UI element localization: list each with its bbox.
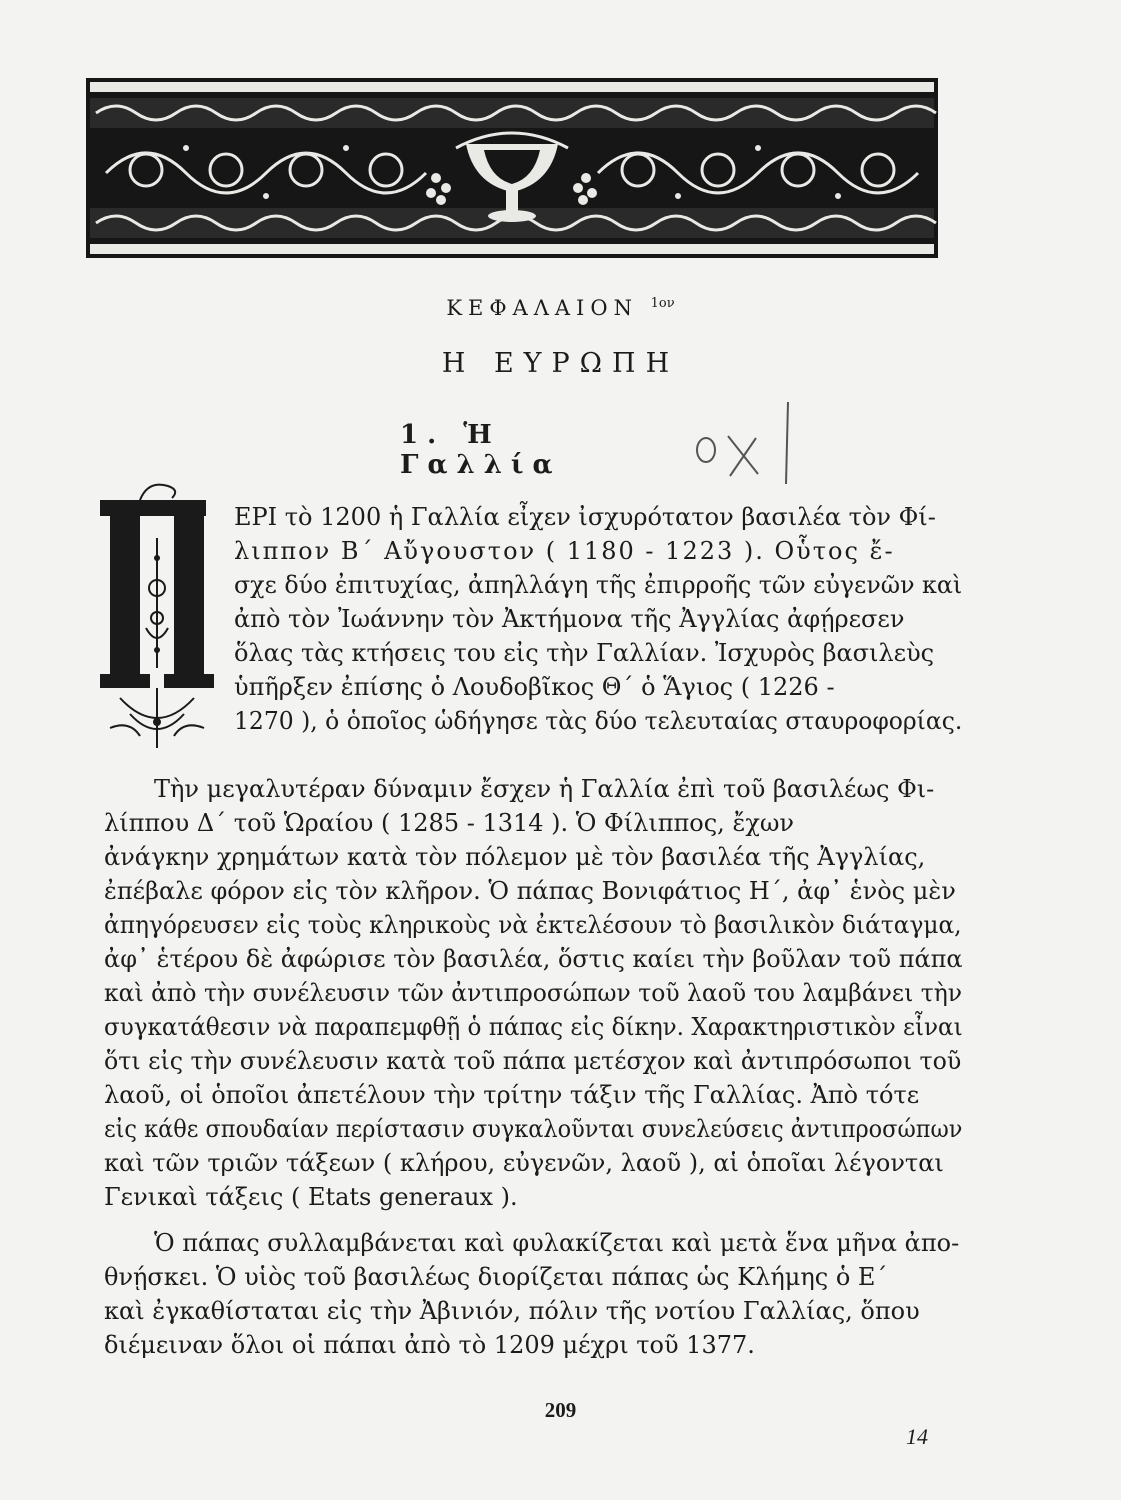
signature-mark: 14 bbox=[906, 1424, 928, 1449]
chapter-number: 1ον bbox=[650, 296, 675, 311]
handwritten-note bbox=[688, 396, 808, 486]
page-number: 209 bbox=[544, 1398, 577, 1422]
text-line: διέμειναν ὅλοι οἱ πάπαι ἀπὸ τὸ 1209 μέχρι τοῦ 1377. bbox=[104, 1331, 755, 1359]
text-line: λιππον Β΄ Αὔγουστον ( 1180 - 1223 ). Οὗτος ἔ- bbox=[234, 537, 895, 565]
text-line: ἐπέβαλε φόρον εἰς τὸν κλῆρον. Ὁ πάπας Βονιφάτιος Η΄, ἀφ᾿ ἑνὸς μὲν bbox=[104, 877, 956, 905]
section-heading: 1. Ἡ Γαλλία bbox=[400, 420, 562, 480]
text-line: συγκατάθεσιν νὰ παραπεμφθῇ ὁ πάπας εἰς δίκην. Χαρακτηριστικὸν εἶναι bbox=[104, 1013, 963, 1041]
page-title: Η ΕΥΡΩΠΗ bbox=[441, 348, 680, 379]
text-line: καὶ ἐγκαθίσταται εἰς τὴν Ἀβινιόν, πόλιν τῆς νοτίου Γαλλίας, ὅπου bbox=[104, 1297, 920, 1325]
chapter-heading bbox=[0, 296, 1121, 320]
text-line: Γενικαὶ τάξεις ( Etats generaux ). bbox=[104, 1183, 518, 1211]
text-line: θνῄσκει. Ὁ υἱὸς τοῦ βασιλέως διορίζεται πάπας ὡς Κλήμης ὁ Ε΄ bbox=[104, 1263, 888, 1291]
ornamental-banner bbox=[86, 78, 938, 258]
text-line: ΕΡΙ τὸ 1200 ἡ Γαλλία εἶχεν ἰσχυρότατον βασιλέα τὸν Φί- bbox=[234, 503, 936, 531]
text-line: ὑπῆρξεν ἐπίσης ὁ Λουδοβῖκος Θ΄ ὁ Ἅγιος ( 1226 - bbox=[234, 673, 835, 701]
text-line: 1270 ), ὁ ὁποῖος ὡδήγησε τὰς δύο τελευταίας σταυροφορίας. bbox=[234, 707, 963, 735]
text-line: ὅλας τὰς κτήσεις του εἰς τὴν Γαλλίαν. Ἰσχυρὸς βασιλεὺς bbox=[234, 639, 935, 667]
dropcap-letter bbox=[100, 478, 226, 754]
text-line: λαοῦ, οἱ ὁποῖοι ἀπετέλουν τὴν τρίτην τάξιν τῆς Γαλλίας. Ἀπὸ τότε bbox=[104, 1081, 920, 1109]
text-line: σχε δύο ἐπιτυχίας, ἀπηλλάγη τῆς ἐπιρροῆς τῶν εὐγενῶν καὶ bbox=[234, 571, 963, 599]
text-line: καὶ ἀπὸ τὴν συνέλευσιν τῶν ἀντιπροσώπων τοῦ λαοῦ του λαμβάνει τὴν bbox=[104, 979, 963, 1007]
text-line: Τὴν μεγαλυτέραν δύναμιν ἔσχεν ἡ Γαλλία ἐπὶ τοῦ βασιλέως Φι- bbox=[154, 775, 935, 803]
text-line: ὅτι εἰς τὴν συνέλευσιν κατὰ τοῦ πάπα μετέσχον καὶ ἀντιπρόσωποι τοῦ bbox=[104, 1047, 962, 1075]
text-line: καὶ τῶν τριῶν τάξεων ( κλήρου, εὐγενῶν, λαοῦ ), αἱ ὁποῖαι λέγονται bbox=[104, 1149, 944, 1177]
text-line: ἀφ᾿ ἑτέρου δὲ ἀφώρισε τὸν βασιλέα, ὅστις καίει τὴν βοῦλαν τοῦ πάπα bbox=[104, 945, 963, 973]
text-line: ἀπὸ τὸν Ἰωάννην τὸν Ἀκτήμονα τῆς Ἀγγλίας ἀφῄρεσεν bbox=[234, 605, 905, 633]
text-line: ἀπηγόρευσεν εἰς τοὺς κληρικοὺς νὰ ἐκτελέσουν τὸ βασιλικὸν διάταγμα, bbox=[104, 911, 962, 939]
text-line: Ὁ πάπας συλλαμβάνεται καὶ φυλακίζεται καὶ μετὰ ἕνα μῆνα ἀπο- bbox=[154, 1229, 960, 1257]
text-line: εἰς κάθε σπουδαίαν περίστασιν συγκαλοῦνται συνελεύσεις ἀντιπροσώπων bbox=[104, 1115, 963, 1143]
text-line: λίππου Δ΄ τοῦ Ὡραίου ( 1285 - 1314 ). Ὁ Φίλιππος, ἔχων bbox=[104, 809, 795, 837]
text-line: ἀνάγκην χρημάτων κατὰ τὸν πόλεμον μὲ τὸν βασιλέα τῆς Ἀγγλίας, bbox=[104, 843, 926, 871]
chapter-label: ΚΕΦΑΛΑΙΟΝ bbox=[446, 296, 638, 320]
